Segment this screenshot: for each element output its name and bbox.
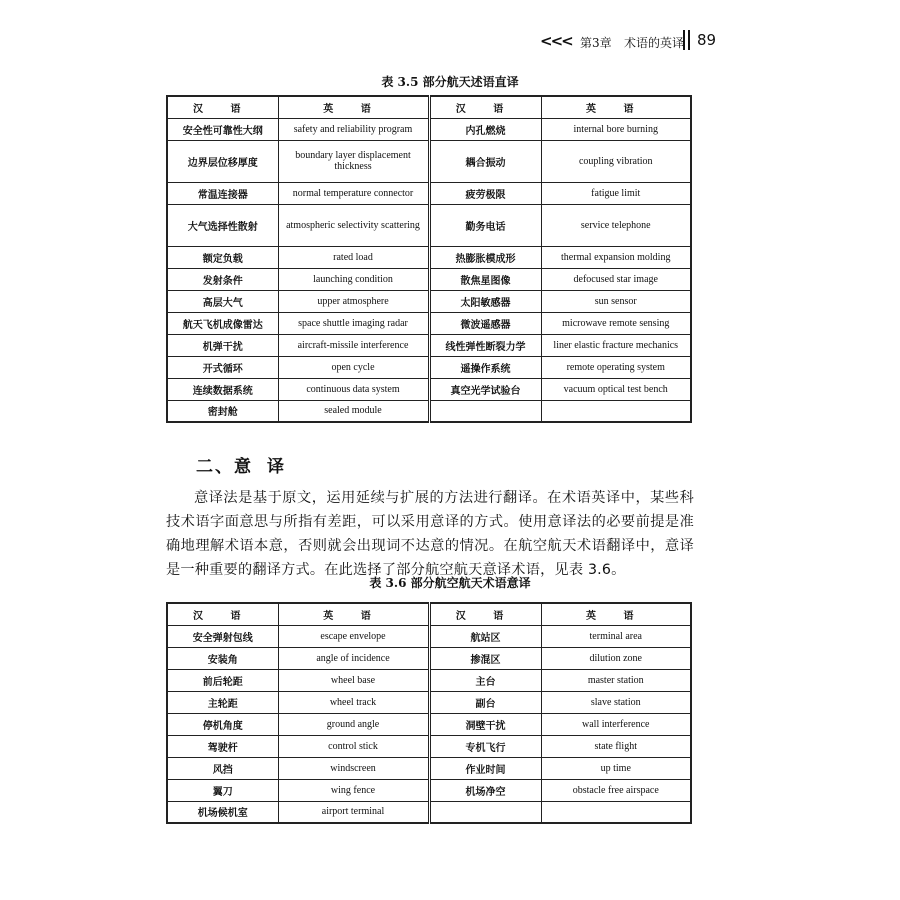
chinese-term-cell: 散焦星图像	[429, 268, 541, 290]
english-term-cell: space shuttle imaging radar	[278, 312, 429, 334]
column-header: 英 语	[278, 603, 429, 625]
chinese-term-cell: 遥操作系统	[429, 356, 541, 378]
chinese-term-cell: 作业时间	[429, 757, 541, 779]
column-header: 汉 语	[167, 96, 278, 118]
column-header: 英 语	[541, 96, 691, 118]
english-term-cell: master station	[541, 669, 691, 691]
chinese-term-cell: 主轮距	[167, 691, 278, 713]
chinese-term-cell: 安全弹射包线	[167, 625, 278, 647]
table-row	[167, 647, 691, 669]
chinese-term-cell: 主台	[429, 669, 541, 691]
english-term-cell: upper atmosphere	[278, 290, 429, 312]
english-term-cell: fatigue limit	[541, 182, 691, 204]
table-row	[167, 378, 691, 400]
english-term-cell: wing fence	[278, 779, 429, 801]
english-term-cell: service telephone	[541, 204, 691, 246]
section-title-part: 译	[267, 457, 286, 477]
english-term-cell: atmospheric selectivity scattering	[278, 204, 429, 246]
english-term-cell: defocused star image	[541, 268, 691, 290]
chinese-term-cell: 停机角度	[167, 713, 278, 735]
chinese-term-cell: 安装角	[167, 647, 278, 669]
english-term-cell: slave station	[541, 691, 691, 713]
chinese-term-cell	[429, 400, 541, 422]
english-term-cell: normal temperature connector	[278, 182, 429, 204]
table-3-6	[166, 602, 692, 824]
table-row	[167, 713, 691, 735]
english-term-cell: control stick	[278, 735, 429, 757]
chinese-term-cell: 疲劳极限	[429, 182, 541, 204]
chinese-term-cell	[429, 801, 541, 823]
table-row	[167, 625, 691, 647]
table-row	[167, 204, 691, 246]
chinese-term-cell: 额定负载	[167, 246, 278, 268]
english-term-cell: aircraft-missile interference	[278, 334, 429, 356]
english-term-cell: airport terminal	[278, 801, 429, 823]
english-term-cell: safety and reliability program	[278, 118, 429, 140]
chinese-term-cell: 连续数据系统	[167, 378, 278, 400]
chinese-term-cell: 风挡	[167, 757, 278, 779]
english-term-cell: remote operating system	[541, 356, 691, 378]
english-term-cell: vacuum optical test bench	[541, 378, 691, 400]
column-header: 汉 语	[429, 96, 541, 118]
column-header: 汉 语	[167, 603, 278, 625]
section-title-part: 意	[234, 457, 253, 477]
english-term-cell: wall interference	[541, 713, 691, 735]
chinese-term-cell: 副台	[429, 691, 541, 713]
chinese-term-cell: 前后轮距	[167, 669, 278, 691]
section-heading	[196, 452, 286, 477]
english-term-cell: open cycle	[278, 356, 429, 378]
table-row	[167, 118, 691, 140]
chinese-term-cell: 航天飞机成像雷达	[167, 312, 278, 334]
chinese-term-cell: 太阳敏感器	[429, 290, 541, 312]
chinese-term-cell: 机场净空	[429, 779, 541, 801]
english-term-cell: thermal expansion molding	[541, 246, 691, 268]
chinese-term-cell: 耦合振动	[429, 140, 541, 182]
chinese-term-cell: 勤务电话	[429, 204, 541, 246]
table-3-6-caption: 表 3.6 部分航空航天术语意译	[369, 576, 531, 590]
table-row	[167, 691, 691, 713]
english-term-cell: ground angle	[278, 713, 429, 735]
chinese-term-cell: 微波遥感器	[429, 312, 541, 334]
chinese-term-cell: 常温连接器	[167, 182, 278, 204]
english-term-cell: continuous data system	[278, 378, 429, 400]
chinese-term-cell: 掺混区	[429, 647, 541, 669]
table-row	[167, 356, 691, 378]
english-term-cell: coupling vibration	[541, 140, 691, 182]
column-header: 英 语	[278, 96, 429, 118]
english-term-cell	[541, 801, 691, 823]
table-row	[167, 735, 691, 757]
column-header: 英 语	[541, 603, 691, 625]
table-row	[167, 312, 691, 334]
header-divider	[683, 30, 690, 50]
table-row	[167, 182, 691, 204]
english-term-cell: terminal area	[541, 625, 691, 647]
english-term-cell: microwave remote sensing	[541, 312, 691, 334]
chinese-term-cell: 航站区	[429, 625, 541, 647]
english-term-cell: obstacle free airspace	[541, 779, 691, 801]
chinese-term-cell: 机弹干扰	[167, 334, 278, 356]
english-term-cell	[541, 400, 691, 422]
chinese-term-cell: 机场候机室	[167, 801, 278, 823]
english-term-cell: rated load	[278, 246, 429, 268]
english-term-cell: wheel track	[278, 691, 429, 713]
chinese-term-cell: 大气选择性散射	[167, 204, 278, 246]
table-header-row	[167, 96, 691, 118]
header-chapter: 第3章	[580, 36, 612, 50]
chinese-term-cell: 发射条件	[167, 268, 278, 290]
chinese-term-cell: 密封舱	[167, 400, 278, 422]
english-term-cell: liner elastic fracture mechanics	[541, 334, 691, 356]
chinese-term-cell: 真空光学试验台	[429, 378, 541, 400]
chinese-term-cell: 洞壁干扰	[429, 713, 541, 735]
english-term-cell: state flight	[541, 735, 691, 757]
table-header-row	[167, 603, 691, 625]
column-header: 汉 语	[429, 603, 541, 625]
chinese-term-cell: 内孔燃烧	[429, 118, 541, 140]
chinese-term-cell: 翼刀	[167, 779, 278, 801]
english-term-cell: sun sensor	[541, 290, 691, 312]
table-row	[167, 801, 691, 823]
table-row	[167, 400, 691, 422]
body-paragraph: 意译法是基于原文，运用延续与扩展的方法进行翻译。在术语英译中，某些科技术语字面意思与所指有差距，可以采用意译的方式。使用意译法的必要前提是准确地理解术语本意，否则就会出现词不达意的情况。在航空航天术语翻译中，意译是一种重要的翻译方式。在此选择了部分航空航天意译术语，见表 3.6。	[166, 490, 694, 578]
table-row	[167, 669, 691, 691]
table-3-5	[166, 95, 692, 423]
chinese-term-cell: 专机飞行	[429, 735, 541, 757]
chinese-term-cell: 边界层位移厚度	[167, 140, 278, 182]
english-term-cell: up time	[541, 757, 691, 779]
chinese-term-cell: 高层大气	[167, 290, 278, 312]
chinese-term-cell: 开式循环	[167, 356, 278, 378]
english-term-cell: sealed module	[278, 400, 429, 422]
english-term-cell: launching condition	[278, 268, 429, 290]
table-row	[167, 246, 691, 268]
table-row	[167, 779, 691, 801]
english-term-cell: boundary layer displacement thickness	[278, 140, 429, 182]
running-header	[540, 30, 720, 52]
table-row	[167, 290, 691, 312]
page-number: 89	[697, 31, 717, 49]
chinese-term-cell: 线性弹性断裂力学	[429, 334, 541, 356]
section-number: 二、	[196, 457, 234, 477]
chinese-term-cell: 驾驶杆	[167, 735, 278, 757]
english-term-cell: escape envelope	[278, 625, 429, 647]
english-term-cell: dilution zone	[541, 647, 691, 669]
english-term-cell: wheel base	[278, 669, 429, 691]
english-term-cell: windscreen	[278, 757, 429, 779]
table-3-5-caption: 表 3.5 部分航天述语直译	[381, 75, 519, 89]
english-term-cell: internal bore burning	[541, 118, 691, 140]
table-row	[167, 757, 691, 779]
header-chapter-title: 术语的英译	[624, 36, 685, 50]
chinese-term-cell: 热膨胀模成形	[429, 246, 541, 268]
header-arrows-icon: <<<	[540, 32, 572, 50]
table-row	[167, 268, 691, 290]
chinese-term-cell: 安全性可靠性大纲	[167, 118, 278, 140]
table-row	[167, 334, 691, 356]
table-row	[167, 140, 691, 182]
english-term-cell: angle of incidence	[278, 647, 429, 669]
